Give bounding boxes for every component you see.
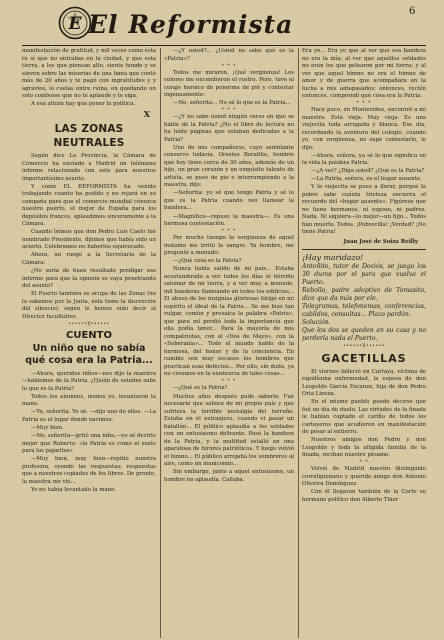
- paragraph: Según dice La Provincia, la Cámara de Comercio ha enviado a Madrid un telémano informe relacionado con este para nuestros importantísimo asunto.: [22, 153, 156, 182]
- paragraph: Rebollo, padre adoptivo de Tomasito, dice que da más por ele.: [302, 286, 426, 302]
- paragraph: —Yo, señorita. Yo sé. —dijo uno de ellos. —La Patria es el lugar donde nacimos.: [22, 409, 156, 423]
- stars-divider: * * *: [221, 379, 237, 385]
- paragraph: Volvió de Madrid nuestro distinguido correligionario y querido amigo don Antonio Oliveira Domínguez.: [302, 466, 426, 488]
- page-number: 6: [409, 6, 416, 17]
- headline-cuento: Un niño que no sabía qué cosa era la Patria...: [25, 342, 153, 367]
- paragraph: —¿A ver? ¿Diga usted? ¿Qué es la Patria?: [311, 168, 425, 175]
- paragraph: Uno de mis compañeros, cuyo semblante conservo todavía, Orestes Borafilio, hombre que hoy tiene cerca de 30 años, además de un hijo, un gran corazón y un exquisito talento de artista, se puso de pie e interrumpiendo a la maestra, dijo:: [164, 144, 294, 189]
- paragraph: —Ahora, señora, ya sé lo que significa en la vida la palabra Patria.: [302, 152, 426, 167]
- notice-maridazo: [302, 253, 426, 344]
- paragraph: —Muy bien.: [31, 425, 64, 432]
- ornament-divider: ••••••Ɣ••••••: [343, 343, 385, 349]
- paragraph: Nuestros amigos don Pedro y don Leopoldo y toda la afligida familia de la finada, reciban nuestro pésame.: [302, 437, 426, 459]
- paragraph: Que los dos se queden en su casa y no perderla nada el Puerto.: [302, 327, 426, 343]
- paragraph: —¿Qué cosa es la Patria?: [173, 258, 242, 265]
- column-3: [302, 48, 426, 505]
- paragraph: En el mismo pueblo puede decirse que fué un día de duelo. Las virtudes de la finada le habían captado el cariño de todos los cartayeros que acudieron en manifestación de pesar al entierro.: [302, 399, 426, 436]
- ornament-divider: ••••••Ɣ••••••: [68, 321, 110, 327]
- paragraph: Yo no había levantado la mano.: [31, 486, 117, 493]
- paragraph: Todos me miraron. ¡Qué vergüenza! Los colores me encendieron el rostro. Pero, tuve el coraje heroico de ponerme de pié y contestar ingenuamente:: [164, 69, 294, 99]
- stars-divider: * * *: [356, 101, 372, 107]
- paragraph: manifestación de gratitud, y mil veces como ésta tú sí que no entrabas en la ciudad, y que esta tierra, a los que piensan alto, siente hondo y se eleven sobre las miserias de una fama que conté más de 20 años y te pagó con ingratitudes y y agravios, lo cuelas entre ruina, en quedando un solo condense que no te aplaude y te siga.: [22, 48, 156, 99]
- paragraph: Y la viejecita se puso a llorar, porque la pobre sabe cuánta tristeza encierra el recuerdo del «hogar ausente». Figúrese que no tiene hermanos, ni esposo, ni padres. Nada. Ni siquiera—lo mejor—un hijo... Todos han muerto. Todos. ¡Pobrecilla! ¡Verdad? ¡No tiene Patria!: [302, 184, 426, 236]
- col1-intro: [22, 48, 156, 109]
- stars-divider: * * *: [221, 229, 237, 235]
- article-gacetillas: [302, 369, 426, 505]
- paragraph: Solución.: [302, 319, 331, 327]
- paragraph: Muchos años después pude saberlo. Fué necesario que saliera de mi propio país y que sufriera la terrible nostalgia del terruño. Estaba en el extranjero, cuando vi pasar un batallón... El público aplaudía a los soldados con un entusiasmo delirante. Pasó la bandera de la Patria, y la multitud estalló en una aparatosa de furores patrióticos. Y luego volvió el himno... El público arrojaba los sombreros al aire, como un manicomio...: [164, 393, 294, 468]
- paragraph: Sin embargo, junto a aquel entusiasmo, un hombre no aplaudía. Callaba.: [164, 469, 294, 483]
- masthead-seal-letter: E: [68, 14, 82, 34]
- paragraph: —¿Qué es la Patria?: [173, 385, 228, 392]
- masthead: [58, 6, 338, 42]
- column-2: [164, 48, 294, 485]
- paragraph: Cuando leímos que don Pedro Luis Caelo fué nombrado Presidente, dijimos que había sido un acierto. Celebramos no haberlos equivocado.: [22, 229, 156, 251]
- paragraph: —¿Y usted?... ¿Usted no sabe qué es la «Patria»?: [164, 48, 294, 62]
- headline-gacetillas: GACETILLAS: [321, 351, 407, 365]
- paragraph: Hace poco, en Montevideo, encontré a mi maestra. Está vieja. Muy vieja. Es una viejecita toda arrugada y blanca. Ese día, recordando la aventura del colegio, cuando yo, con vergüenza, no supe contestarle, le dije:: [302, 107, 426, 151]
- column-divider-1: [160, 48, 161, 638]
- headline-zonas-neutrales: LAS ZONAS NEUTRALES: [53, 123, 125, 150]
- paragraph: A esa altura hay que poner la política.: [31, 101, 136, 108]
- masthead-rule: [22, 45, 426, 46]
- paragraph: Por mucho tiempo la vergüenza de aquel instante me irritó la sangre. Ya hombre, me pregunté a menudo:: [164, 235, 294, 257]
- paragraph: Antoñito, tutor de Dociós, se juega los 30 duros por el para que vuelva el Puerto.: [302, 262, 426, 286]
- paragraph: Todos los alumnos, menos yo, levantaron la mano.: [22, 393, 156, 408]
- paragraph: —Ahora, queridos niños—nos dijo la maestra—hablemos de la Patria. ¿Quién de ustedes sabe lo que es la Patria?: [22, 370, 156, 392]
- paragraph: Era yo... Era yo que al ver que esa bandera no era la mía; al ver que aquellos soldados no eran los que pelearon por mi tierra; y al ver que aquel himno no era el himno de amor y de guerra que acompañara en la lucha a mis antepasados; entonces, recién entonces, comprendí qué cosa era la Patria.: [302, 48, 426, 99]
- article-zonas-neutrales: [22, 153, 156, 321]
- paragraph: El Puerto también se ocupa de las Zonas (no lo sabemos por la Junta, ésta tiene la discreción del silencio), según le hemos oído decir al Director facultativo.: [22, 291, 156, 320]
- paragraph: Telegramas, telefonemas, conferencias, cablidos, consultas... Plazo pardón.: [302, 303, 426, 319]
- section-rule: [302, 249, 426, 250]
- paragraph: —Muy bien, muy bien—repitió nuestra profesora, oyendo las respuestas; respuestas que a nosotros copiados de los libros. De pronto, la maestra me vió...: [22, 456, 156, 485]
- section-label-cuento: CUENTO: [66, 329, 112, 341]
- paragraph: —Magnífico—repuso la maestra—. Es una hermosa contestación.: [164, 213, 294, 228]
- stars-divider: * *: [359, 460, 369, 466]
- paragraph: El viernes falleció en Cartaya, víctima de rapidísima enfermedad, la esposa de don Leopoldo García Escanez, hija de don Pedro Oria Lineza.: [302, 368, 426, 397]
- paragraph: Ahora, un ruego a la Secretaría de la Cámara:: [22, 252, 156, 266]
- paragraph: Con él llegaron también de la Corte su hermano político don Alberto Thier: [302, 489, 426, 503]
- paragraph: Nunca había salido de mi país... Estaba acostumbrado a ver todos los días el hórrido salomar de mi tierra, y a ver muy a menudo, mil banderas flameando en todos los edificios... El abuso de los insignias gloriosas fatigó en mi espíritu el ideal de la Patria... Se me hizo tan vulgar, común y prosaica la palabra «Patria», que para mí perdió toda la importancia que ella podía tener... Para la mayoría de mis compatriotas, con el «Dos de Mayo», con la «Soberanía»... Todo el mundo hablo de la hermosa, del honor y de la conciencia. En cambio son muy escasos los hombres que practican esas defectos... Por ello, sin duda, ya no creemos en la existencia de tales cosas...: [164, 266, 294, 378]
- section-mark: X: [143, 109, 150, 120]
- paragraph: —¿Y no sabe usted ningún verso en que se hable de la Patria? ¿No el libro de lectura no ha leído páginas que estaban dedicadas a la Patria?: [164, 114, 294, 143]
- column-divider-2: [298, 48, 299, 638]
- stars-divider: * * *: [221, 108, 237, 114]
- column-1: [22, 48, 156, 495]
- author-signature: Juan José de Soiza Reilly: [343, 238, 418, 245]
- notice-lead: ¡Hay maridazo!: [302, 252, 364, 262]
- paragraph: —No, señorita—gritó una niña,—yo sé decirlo mejor que Roberto: «la Patria es como el suelo para los pajaritos»: [22, 433, 156, 455]
- masthead-title: El Reformista: [88, 10, 294, 39]
- article-cuento-start: [22, 371, 156, 495]
- stars-divider: * * *: [221, 63, 237, 69]
- paragraph: Y como EL REFORMISTA ha venido trabajando cuanto ha podido y no rejará en su campaña para que el comercio mundial conozca nuestro puerto, el mejor de España para los depósitos francos, aplaudimos sinceramente a la Cámara.: [22, 183, 156, 228]
- paragraph: —La Patria, señora, es el hogar ausente.: [311, 176, 422, 183]
- paragraph: —No, señorita... No sé lo que es la Patria...: [173, 100, 291, 107]
- paragraph: —Señorita: yo sé que tengo Patria y sé lo que es la Patria cuando veo llamear la bandera...: [164, 190, 294, 212]
- masthead-seal-icon: [58, 6, 92, 40]
- paragraph: ¿No sería de buen resultado prodigar ese informe para que la opinión se vaya penetrando del asunto?: [22, 268, 156, 290]
